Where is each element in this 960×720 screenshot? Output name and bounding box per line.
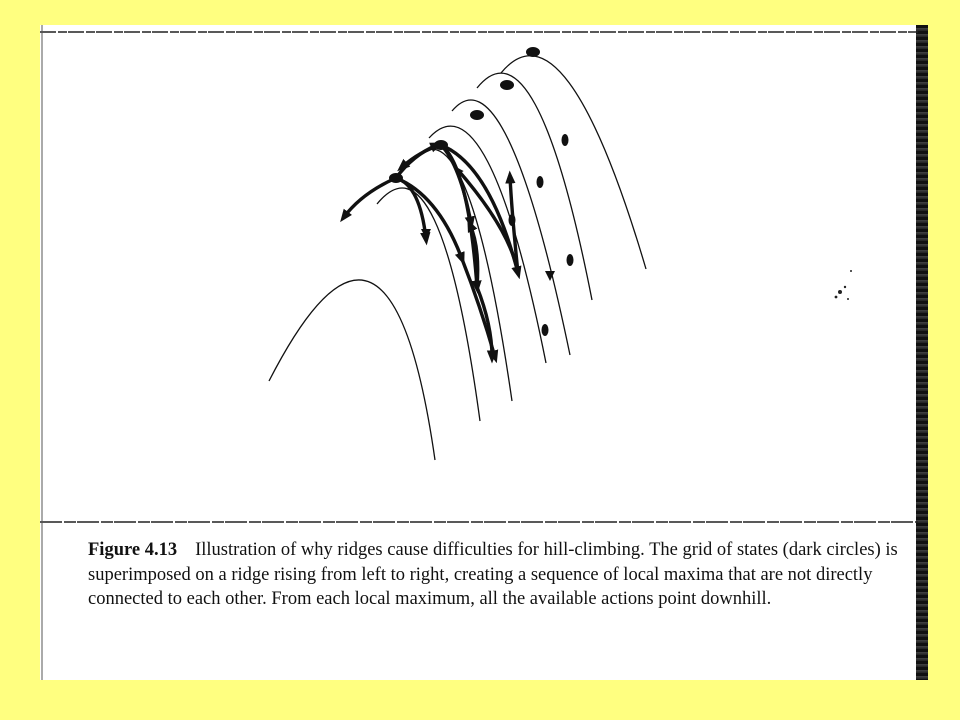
state-dot (434, 140, 448, 150)
speck (844, 286, 846, 288)
arrow-down-2 (396, 178, 462, 259)
figure-caption-text: Illustration of why ridges cause difficulties for hill-climbing. The grid of states (dark circles) is superimposed on a ridge rising from left to right, creating a sequence of local maxima that are not directly connected to each other. From each local maximum, all the available actions point downhill. (88, 540, 898, 609)
ridge-curve-6 (477, 73, 592, 300)
state-dot (562, 134, 569, 146)
state-dot (526, 47, 540, 57)
figure-label: Figure 4.13 (88, 540, 178, 560)
speck (850, 270, 852, 272)
arrow-from-top-left (402, 145, 441, 167)
figure-caption (88, 538, 908, 612)
state-dot (567, 254, 574, 266)
state-dot (542, 324, 549, 336)
state-dot (537, 176, 544, 188)
arrow-left-down (344, 178, 396, 217)
speck (835, 296, 838, 299)
state-dot (509, 214, 516, 226)
speck (838, 290, 842, 294)
scan-noise (835, 270, 852, 300)
state-dot (470, 110, 484, 120)
speck (847, 298, 849, 300)
state-dot (500, 80, 514, 90)
arrowhead-a (421, 229, 431, 239)
scanned-page (40, 25, 928, 680)
action-arrows (344, 145, 518, 357)
ridge-curve-1 (269, 280, 435, 460)
ridge-curves (269, 56, 646, 460)
state-dot (389, 173, 403, 183)
ridge-curve-7 (501, 56, 646, 269)
